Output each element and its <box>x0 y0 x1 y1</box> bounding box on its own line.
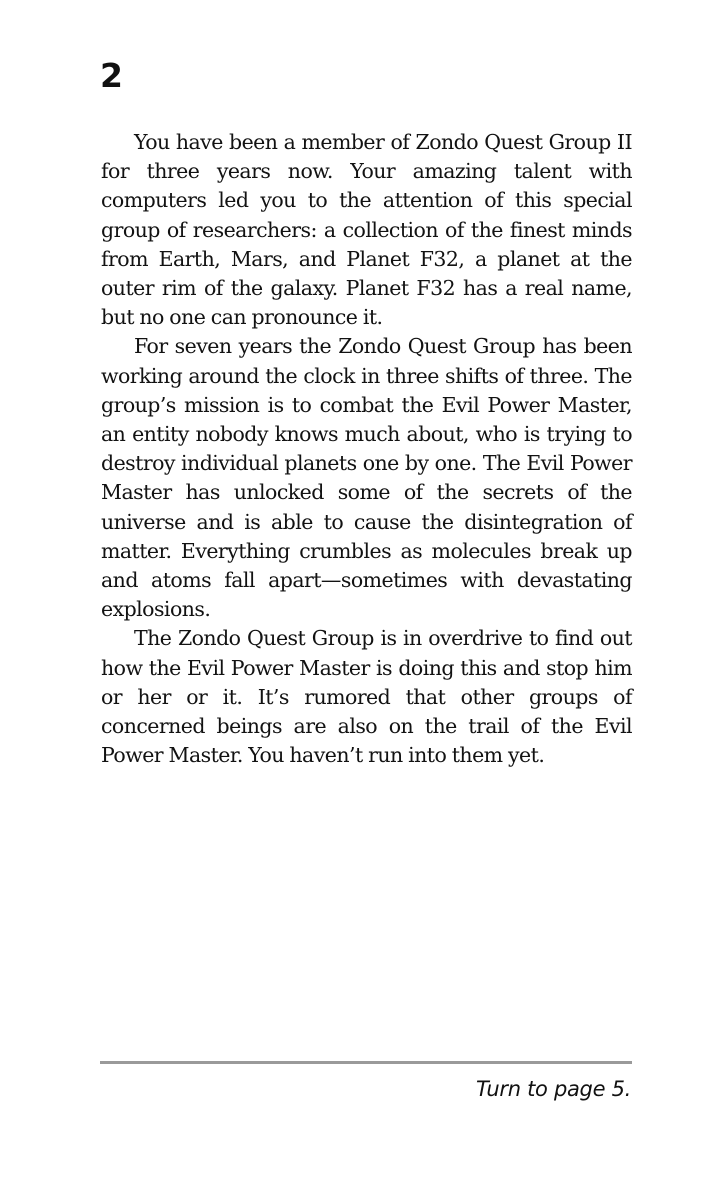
story-text <box>101 128 632 770</box>
story-paragraph-2: For seven years the Zondo Quest Group has been working around the clock in three shifts of three. The group’s mission is to combat the Evil Power Master, an entity nobody knows much about, who is trying to destroy individual planets one by one. The Evil Power Master has unlocked some of the secrets of the universe and is able to cause the disintegration of matter. Everything crumbles as molecules break up and atoms fall apart—sometimes with devastating explosions. <box>101 334 632 622</box>
footer-divider <box>100 1061 632 1064</box>
story-paragraph-1: You have been a member of Zondo Quest Group II for three years now. Your amazing talent with computers led you to the attention of this special group of researchers: a collection of the finest minds from Earth, Mars, and Planet F32, a planet at the outer rim of the galaxy. Planet F32 has a real name, but no one can pronounce it. <box>101 130 632 330</box>
turn-to-page-instruction: Turn to page 5. <box>475 1077 631 1101</box>
story-paragraph-3: The Zondo Quest Group is in overdrive to find out how the Evil Power Master is doing this and stop him or her or it. It’s rumored that other groups of concerned beings are also on the trail of the Evil Power Master. You haven’t run into them yet. <box>101 626 632 768</box>
page-number: 2 <box>100 56 123 95</box>
